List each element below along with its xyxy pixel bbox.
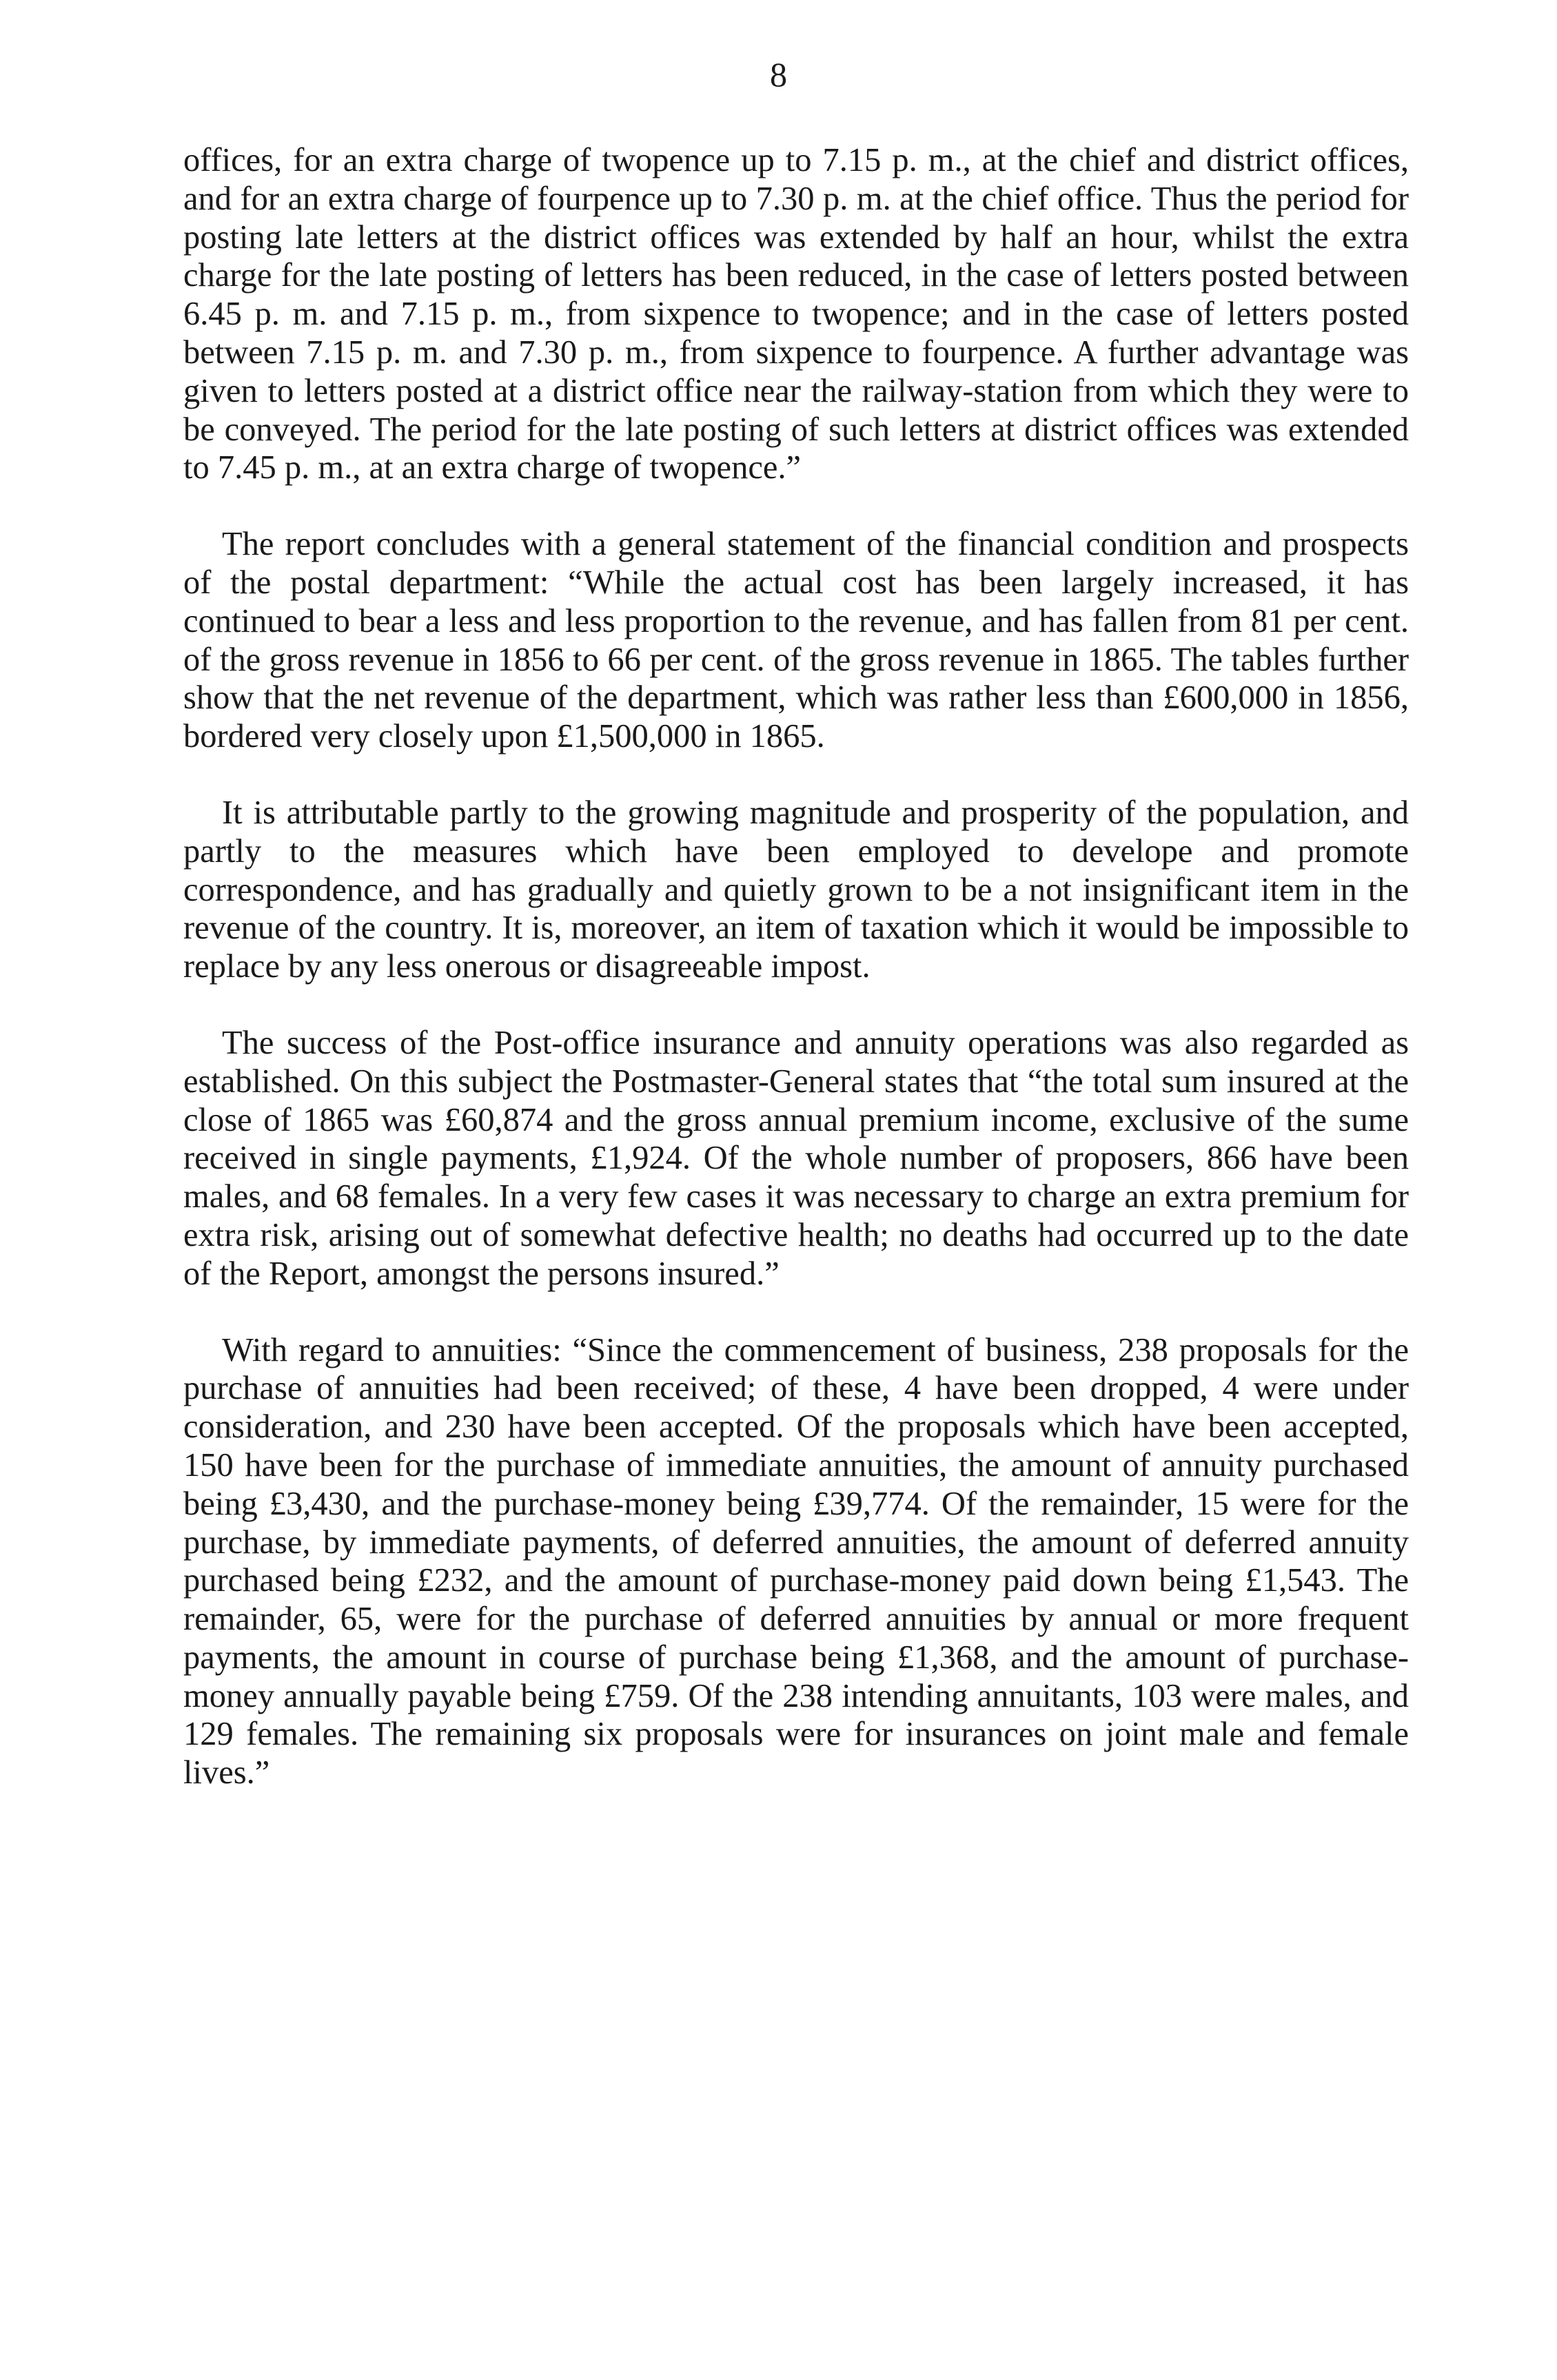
paragraph-insurance: The success of the Post-office insurance and annuity operations was also regarded as established. On this subject the Postmaster-General states that “the total sum insured at the close of 1865 was £60,874 and the gross annual premium income, exclusive of the sume received in single payments, £1,924. Of the whole number of proposers, 866 have been males, and 68 females. In a very few cases it was necessary to charge an extra premium for extra risk, arising out of somewhat defective health; no deaths had occurred up to the date of the Report, amongst the persons insured.” xyxy=(183,1024,1409,1292)
body-text xyxy=(183,141,1409,1830)
paragraph-financial-condition: The report concludes with a general statement of the financial condition and prospects of the postal department: “While the actual cost has been largely increased, it has continued to bear a less and less proportion to the revenue, and has fallen from 81 per cent. of the gross revenue in 1856 to 66 per cent. of the gross revenue in 1865. The tables further show that the net revenue of the department, which was rather less than £600,000 in 1856, bordered very closely upon £1,500,000 in 1865. xyxy=(183,526,1409,755)
page-number: 8 xyxy=(770,55,787,94)
paragraph-late-posting: offices, for an extra charge of twopence up to 7.15 p. m., at the chief and district offices, and for an extra charge of fourpence up to 7.30 p. m. at the chief office. Thus the period for posting late letters at the district offices was extended by half an hour, whilst the extra charge for the late posting of letters has been reduced, in the case of letters posted between 6.45 p. m. and 7.15 p. m., from sixpence to twopence; and in the case of letters posted between 7.15 p. m. and 7.30 p. m., from sixpence to fourpence. A further advantage was given to letters posted at a district office near the railway-station from which they were to be conveyed. The period for the late posting of such letters at district offices was extended to 7.45 p. m., at an extra charge of twopence.” xyxy=(183,142,1409,486)
paragraph-revenue-item: It is attributable partly to the growing magnitude and prosperity of the population, and partly to the measures which have been employed to develope and promote correspondence, and has gradually and quietly grown to be a not insignificant item in the revenue of the country. It is, moreover, an item of taxation which it would be impossible to replace by any less onerous or disagreeable impost. xyxy=(183,794,1409,985)
paragraph-annuities: With regard to annuities: “Since the commencement of business, 238 proposals for the purchase of annuities had been received; of these, 4 have been dropped, 4 were under consideration, and 230 have been accepted. Of the proposals which have been accepted, 150 have been for the purchase of immediate annuities, the amount of annuity purchased being £3,430, and the purchase-money being £39,774. Of the remainder, 15 were for the purchase, by immediate payments, of deferred annuities, the amount of deferred annuity purchased being £232, and the amount of purchase-money paid down being £1,543. The remainder, 65, were for the purchase of deferred annuities by annual or more frequent payments, the amount in course of purchase being £1,368, and the amount of purchase-money annually payable being £759. Of the 238 intending annuitants, 103 were males, and 129 females. The remaining six proposals were for insurances on joint male and female lives.” xyxy=(183,1331,1409,1792)
